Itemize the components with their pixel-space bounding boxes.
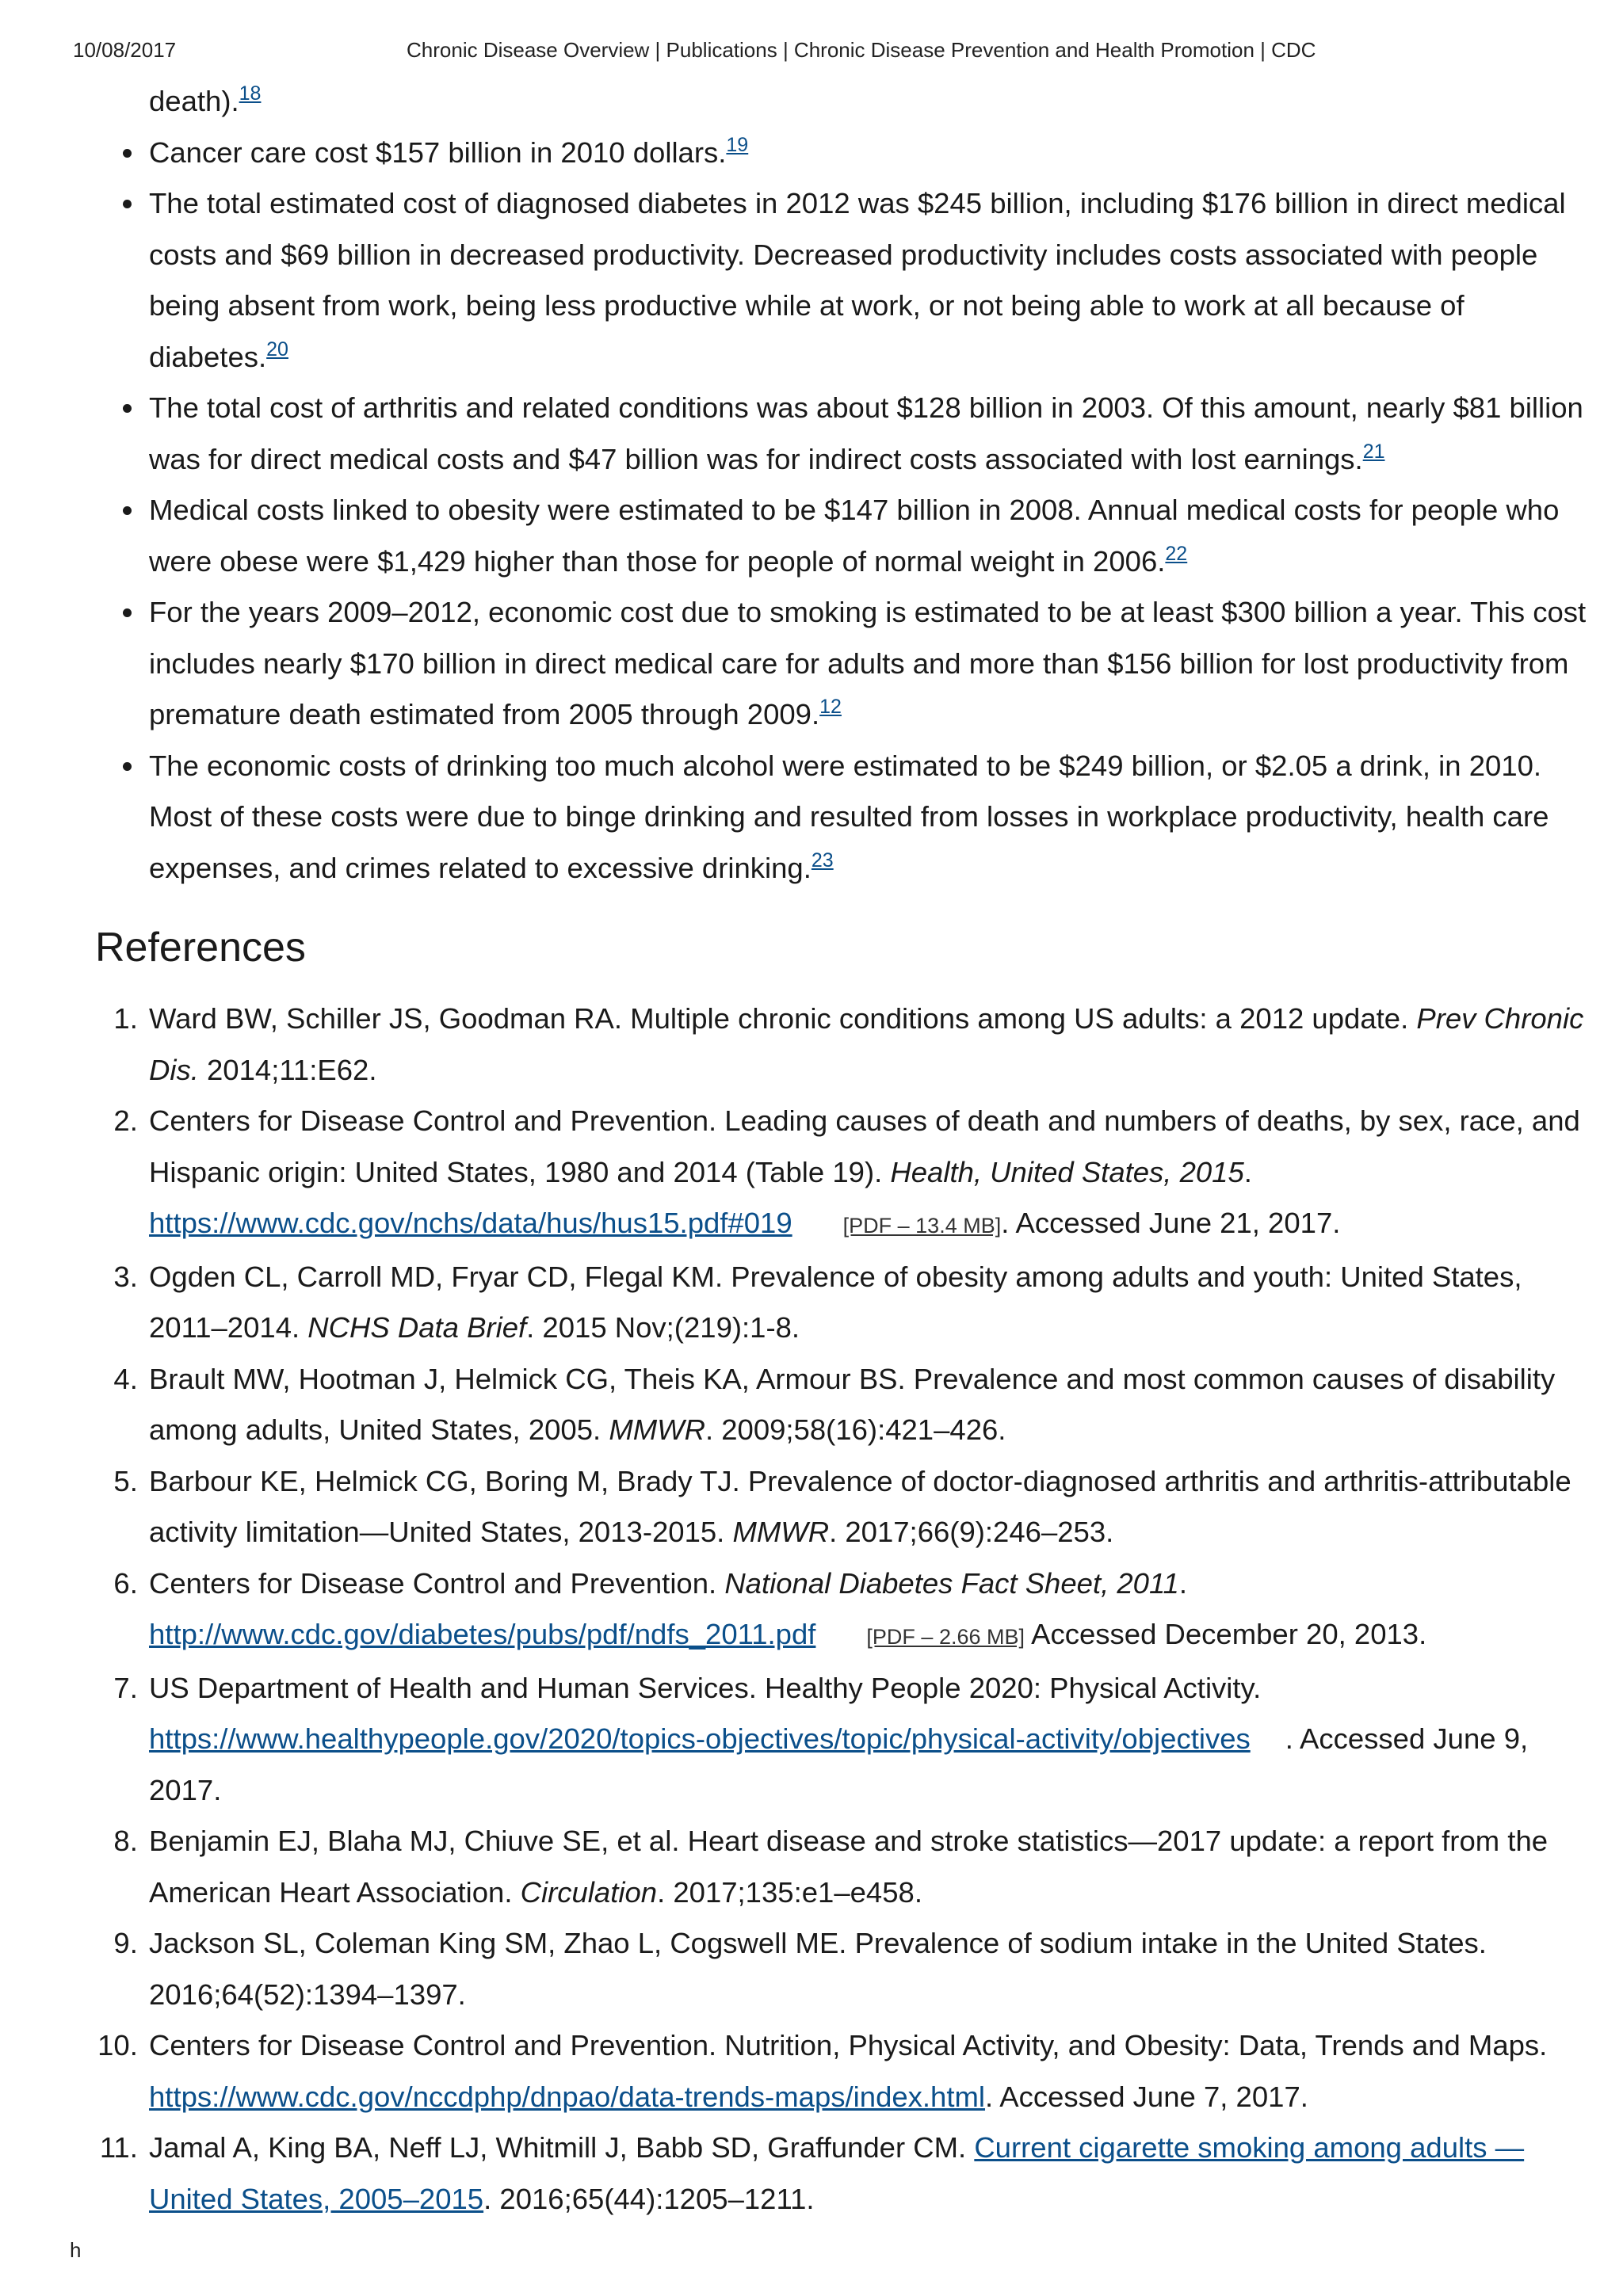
reference-item: 5. Barbour KE, Helmick CG, Boring M, Brady TJ. Prevalence of doctor-diagnosed arthritis and arthritis-attributable activity limitation—United States, 2013-2015. MMWR. 2017;66(9):246–253. bbox=[146, 1456, 1601, 1558]
references-heading: References bbox=[95, 925, 306, 971]
footnote-link[interactable]: 19 bbox=[726, 133, 749, 156]
footer-url-fragment: h bbox=[70, 2238, 82, 2262]
footnote-link[interactable]: 12 bbox=[819, 696, 842, 718]
reference-item: 4. Brault MW, Hootman J, Helmick CG, Theis KA, Armour BS. Prevalence and most common causes of disability among adults, United States, 2005. MMWR. 2009;58(16):421–426. bbox=[146, 1354, 1601, 1456]
reference-item: 1. Ward BW, Schiller JS, Goodman RA. Multiple chronic conditions among US adults: a 2012 update. Prev Chronic Dis. 2014;11:E62. bbox=[146, 994, 1601, 1096]
list-item: • The economic costs of drinking too much alcohol were estimated to be $249 billion, or $2.05 a drink, in 2010. Most of these costs were due to binge drinking and resulted from losses in workplace productivity, health care expenses, and crimes related to excessive drinking.$^{23}$ bbox=[146, 741, 1601, 894]
list-item: • The total estimated cost of diagnosed diabetes in 2012 was $245 billion, including $176 billion in direct medical costs and $69 billion in decreased productivity. Decreased productivity includes costs associated with people being absent from work, being less productive while at work, or not being able to work at all because of diabetes.$^{20}$ bbox=[146, 178, 1601, 383]
list-item: • The total cost of arthritis and related conditions was about $128 billion in 2003. Of this amount, nearly $81 billion was for direct medical costs and $47 billion was for indirect costs associated with lost earnings.$^{21}$ bbox=[146, 383, 1601, 485]
references-list bbox=[95, 994, 1601, 2225]
cost-bullet-list bbox=[95, 76, 1601, 894]
footnote-link[interactable]: 23 bbox=[811, 849, 834, 871]
reference-item: 3. Ogden CL, Carroll MD, Fryar CD, Flegal KM. Prevalence of obesity among adults and youth: United States, 2011–2014. NCHS Data Brief. 2015 Nov;(219):1-8. bbox=[146, 1252, 1601, 1354]
reference-item: 10. Centers for Disease Control and Prevention. Nutrition, Physical Activity, and Obesity: Data, Trends and Maps. https://www.cdc.gov/nccdphp/dnpao/data-trends-maps/index.html. Accessed June 7, 2017. bbox=[146, 2020, 1601, 2122]
reference-item: 6. Centers for Disease Control and Prevention. National Diabetes Fact Sheet, 2011. http://www.cdc.gov/diabetes/pubs/pdf/ndfs_2011.pdf [PDF – 2.66 MB] Accessed December 20, 2013. bbox=[146, 1558, 1601, 1663]
reference-link[interactable]: https://www.cdc.gov/nchs/data/hus/hus15.pdf#019 bbox=[149, 1207, 792, 1239]
list-item: • Medical costs linked to obesity were estimated to be $147 billion in 2008. Annual medical costs for people who were obese were $1,429 higher than those for people of normal weight in 2006.22 bbox=[146, 485, 1601, 587]
print-header bbox=[73, 38, 1623, 70]
footnote-link[interactable]: 20 bbox=[266, 338, 288, 360]
footnote-link[interactable]: 22 bbox=[1165, 542, 1188, 565]
pdf-size-label: [PDF – 2.66 MB] bbox=[866, 1625, 1025, 1649]
pdf-size-label: [PDF – 13.4 MB] bbox=[842, 1214, 1002, 1238]
article-content bbox=[95, 76, 1601, 2225]
reference-item: 8. Benjamin EJ, Blaha MJ, Chiuve SE, et al. Heart disease and stroke statistics—2017 update: a report from the American Heart Association. Circulation. 2017;135:e1–e458. bbox=[146, 1816, 1601, 1918]
footnote-link[interactable]: 21 bbox=[1362, 440, 1385, 463]
list-item: death).$^{18}$ bbox=[149, 82, 262, 117]
reference-link[interactable]: https://www.healthypeople.gov/2020/topics-objectives/topic/physical-activity/objectives bbox=[149, 1722, 1251, 1755]
reference-link[interactable]: https://www.cdc.gov/nccdphp/dnpao/data-trends-maps/index.html bbox=[149, 2080, 986, 2113]
list-item: • For the years 2009–2012, economic cost due to smoking is estimated to be at least $300 billion a year. This cost includes nearly $170 billion in direct medical care for adults and more than $156 billion for lost productivity from premature death estimated from 2005 through 2009.12 bbox=[146, 587, 1601, 741]
reference-link[interactable]: Current cigarette smoking among adults — United States, 2005–2015 bbox=[149, 2131, 1525, 2215]
reference-item: 2. Centers for Disease Control and Prevention. Leading causes of death and numbers of deaths, by sex, race, and Hispanic origin: United States, 1980 and 2014 (Table 19). Health, United States, 2015. https://www.cdc.gov/nchs/data/hus/hus15.pdf#019 [PDF – 13.4 MB]. Accessed June 21, 2017. bbox=[146, 1096, 1601, 1252]
reference-link[interactable]: http://www.cdc.gov/diabetes/pubs/pdf/ndfs_2011.pdf bbox=[149, 1618, 816, 1650]
footnote-link[interactable]: 18 bbox=[239, 82, 262, 105]
print-date: 10/08/2017 bbox=[73, 38, 177, 62]
reference-item: 7. US Department of Health and Human Services. Healthy People 2020: Physical Activity. https://www.healthypeople.gov/2020/topics-objectives/topic/physical-activity/objectives . Accessed June 9, 2017. bbox=[146, 1663, 1601, 1817]
reference-item: 11. Jamal A, King BA, Neff LJ, Whitmill J, Babb SD, Graffunder CM. Current cigarette smoking among adults — United States, 2005–2015. 2016;65(44):1205–1211. bbox=[146, 2122, 1601, 2225]
reference-item: 9. Jackson SL, Coleman King SM, Zhao L, Cogswell ME. Prevalence of sodium intake in the United States. 2016;64(52):1394–1397. bbox=[146, 1918, 1601, 2020]
page-title: Chronic Disease Overview | Publications | Chronic Disease Prevention and Health Promotion | CDC bbox=[407, 38, 1316, 62]
list-item: • Cancer care cost $157 billion in 2010 dollars.$^{19}$ bbox=[146, 128, 1601, 179]
